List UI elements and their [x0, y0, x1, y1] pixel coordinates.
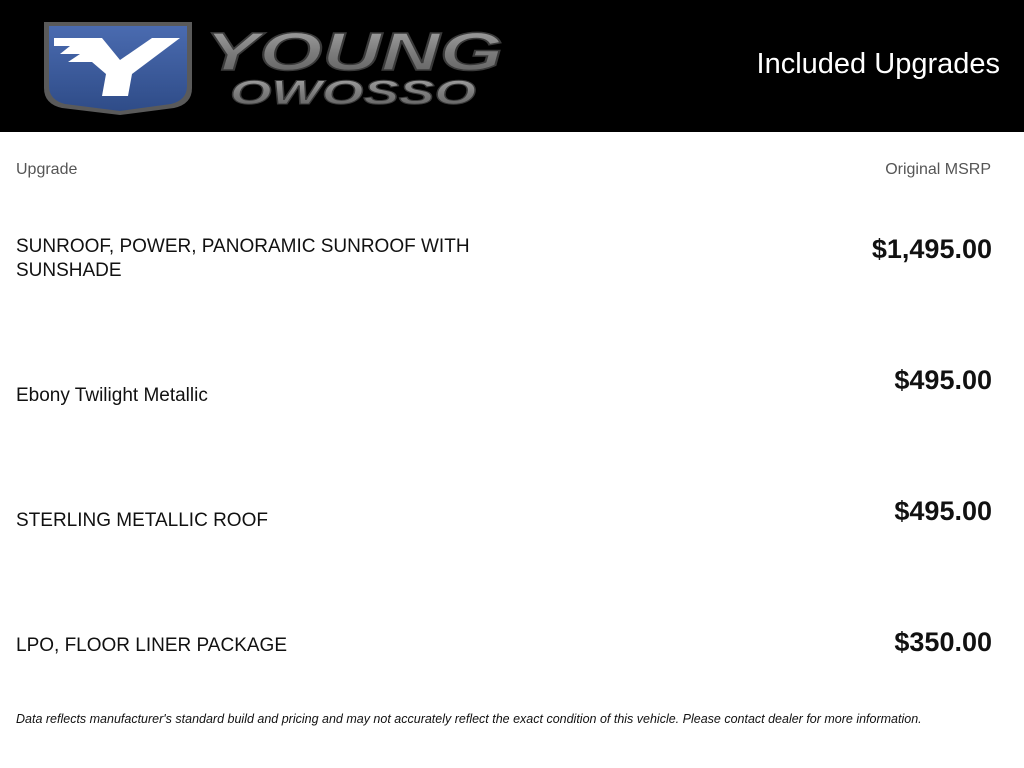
- page-title: Included Upgrades: [756, 48, 1000, 80]
- upgrade-price: $495.00: [894, 365, 992, 395]
- svg-text:OWOSSO: OWOSSO: [230, 74, 476, 112]
- column-header-msrp: Original MSRP: [885, 161, 991, 178]
- young-owosso-logo: [40, 18, 510, 118]
- header-banner: [0, 0, 1024, 132]
- svg-text:YOUNG: YOUNG: [205, 22, 503, 82]
- upgrade-price: $495.00: [894, 496, 992, 526]
- upgrade-name: LPO, FLOOR LINER PACKAGE: [16, 635, 288, 656]
- upgrade-price: $350.00: [894, 627, 992, 657]
- column-header-upgrade: Upgrade: [16, 161, 78, 178]
- upgrade-name: Ebony Twilight Metallic: [16, 385, 208, 406]
- disclaimer-text: Data reflects manufacturer's standard build and pricing and may not accurately reflect the exact condition of this vehicle. Please contact dealer for more information.: [16, 712, 922, 726]
- upgrade-name: SUNROOF, POWER, PANORAMIC SUNROOF WITH SUNSHADE: [16, 236, 470, 281]
- upgrade-price: $1,495.00: [871, 234, 992, 264]
- upgrade-name: STERLING METALLIC ROOF: [16, 510, 268, 531]
